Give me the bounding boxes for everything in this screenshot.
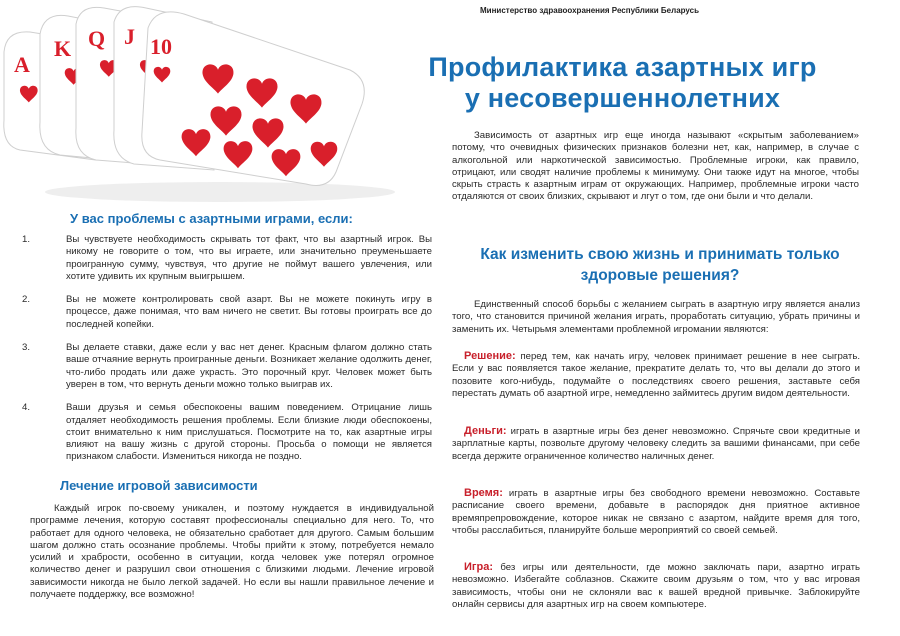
card-rank-a: A [14,52,30,77]
section-text: играть в азартные игры без свободного времени невозможно. Составьте расписание своего времени, добавьте в распорядок дня приятное активное времяпрепровождение, которое никак не связано с азартом, найдите время для того, чтобы расслабиться, планируйте больше мероприятий со своей семьей. [452,488,860,536]
ministry-caption: Министерство здравоохранения Республики Беларусь [480,6,700,15]
list-item [22,402,432,463]
section-text: играть в азартные игры без денег невозможно. Спрячьте свои кредитные и зарплатные карты, позвольте другому человеку следить за вашими финансами, при себе всегда держите ограниченное количество наличных денег. [452,426,860,462]
problems-heading: У вас проблемы с азартными играми, если: [70,211,353,226]
section-keyword: Решение: [464,350,516,362]
list-item-number: 3. [22,342,31,354]
treatment-paragraph: Каждый игрок по-своему уникален, и поэтому нуждается в индивидуальной программе лечения, которую составят профессионалы специально для него. То, что работает для одного человека, не обязательно сработает для другого. Самым большим шагом должно стать осознание проблемы. Чтобы прийти к этому, потребуется немало усилий и храбрости, особенно в ситуации, когда человек уже потерял огромное количество денег и разрушил свои отношения с близкими людьми. Лечение игровой зависимости никогда не было легкой задачей. Но если вы нашли правильное лечение и получаете поддержку, все возможно! [30,503,434,601]
list-item-number: 1. [22,234,31,245]
title-line-1: Профилактика азартных игр [428,52,817,82]
change-life-heading: Как изменить свою жизнь и принимать только здоровые решения? [480,246,840,284]
treatment-heading: Лечение игровой зависимости [60,478,258,493]
section-keyword: Время: [464,487,503,499]
section-time [452,487,860,537]
section-keyword: Деньги: [464,425,507,437]
title-line-2: у несовершеннолетних [464,83,781,113]
card-rank-j: J [124,24,135,49]
list-item-number: 4. [22,402,31,414]
card-rank-k: K [54,36,72,61]
list-item [22,234,432,283]
list-item-text: Вы не можете контролировать свой азарт. Вы не можете покинуть игру в процессе, даже понимая, что вам ничего не светит. Вы готовы проиграть все до последней копейки. [66,294,432,330]
playing-cards-image [0,0,400,205]
section-decision [452,350,860,400]
list-item-text: Вы делаете ставки, даже если у вас нет денег. Красным флагом должно стать ваше отчаяние вернуть проигранные деньги. Возникает желание одолжить денег, что-либо продать или даже украсть. Это порочный круг. Человек может быть уверен в том, что вернуть деньги можно только выиграв их. [66,342,432,390]
problems-list [22,234,432,475]
list-item-number: 2. [22,294,31,306]
section-money [452,425,860,463]
shadow-reflection [45,182,395,202]
section-keyword: Игра: [464,561,493,573]
section-game [452,561,860,611]
list-item [22,294,432,331]
section-text: без игры или деятельности, где можно заключать пари, азартно играть невозможно. Избегайте соблазнов. Скажите своим друзьям о том, что у вас игровая зависимость, чтобы они не склоняли вас к вашей вредной привычке. Заблокируйте онлайн сервисы для азартных игр на своем компьютере. [452,562,860,610]
card-rank-q: Q [88,26,106,51]
page-title [350,52,895,114]
elements-paragraph: Единственный способ борьбы с желанием сыграть в азартную игру является анализ того, что становится причиной желания играть, проработать ситуацию, убрать причины и заменить их. Четырьмя элементами проблемной игромании являются: [452,299,860,335]
card-rank-10: 10 [150,34,172,59]
list-item-text: Вы чувствуете необходимость скрывать тот факт, что вы азартный игрок. Вы никому не говорите о том, что вы играете, или значительно преуменьшаете проигранную сумму, чувствуя, что другие не поймут вашего увлечения, или хотите удивить их крупным выигрышем. [66,234,432,282]
intro-paragraph: Зависимость от азартных игр еще иногда называют «скрытым заболеванием» потому, что очевидных физических признаков болезни нет, как, например, в случае с алкогольной или наркотической зависимостью. Проблемные игроки, как правило, отрицают, или сводят наличие проблемы к минимуму. Они также идут на многое, чтобы скрыть страсть к азартным играм от окружающих. Например, проблемные игроки часто отдаляются от своих близких, скрывают и лгут о том, где они были и что делали. [452,130,859,203]
section-text: перед тем, как начать игру, человек принимает решение в нее сыграть. Если у вас появляется такое желание, прекратите делать то, что вы делали до этого и позовите кого-нибудь, подумайте о последствиях своего решения, заставьте себя перестать думать об азартной игре, немедленно займитесь другим видом деятельности. [452,351,860,399]
card-ten [142,12,364,186]
list-item-text: Ваши друзья и семья обеспокоены вашим поведением. Отрицание лишь отдаляет необходимость решения проблемы. Если близкие люди обеспокоены, стоит внимательно к ним прислушаться. Посмотрите на то, как азартные игры влияют на вашу жизнь с другой стороны. Просьба о помощи не является признаком слабости. Измениться никогда не поздно. [66,402,432,463]
list-item [22,342,432,391]
